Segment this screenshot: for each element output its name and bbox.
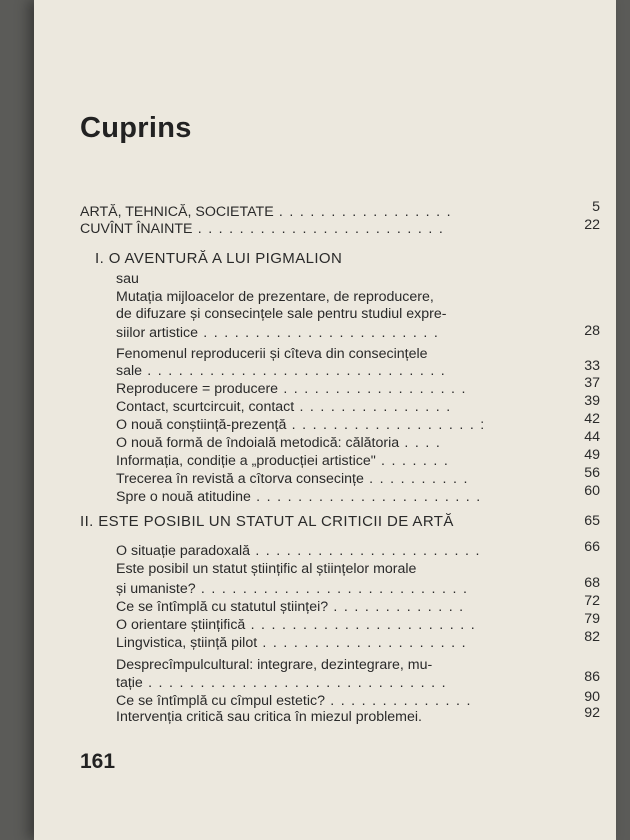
toc-page-number: 42 (584, 411, 600, 427)
toc-entry-title: ARTĂ, TEHNICĂ, SOCIETATE (80, 204, 274, 220)
toc-entry-title: O situație paradoxală (116, 543, 251, 559)
toc-entry (116, 270, 139, 288)
toc-entry-title: sale (116, 363, 143, 379)
toc-page-number: 39 (584, 393, 600, 409)
toc-entry-title: O nouă conștiință-prezență (116, 417, 287, 433)
toc-leader-dots: . . . . . . . . . . . . . . . . . . . . . . (250, 543, 481, 559)
toc-entry (116, 380, 467, 398)
toc-entry (116, 580, 468, 598)
toc-page-number: 86 (584, 669, 600, 685)
toc-entry-title: Desprecîmpulcultural: integrare, dezintegrare, mu- (116, 657, 433, 673)
toc-entry (116, 324, 439, 342)
toc-page-number: 22 (584, 217, 600, 233)
toc-leader-dots: . . . . . . . . . . . . . . . . . . . . . . . . . . . . . (142, 363, 447, 379)
toc-entry-title: I. O AVENTURĂ A LUI PIGMALION (95, 250, 343, 267)
toc-entry (80, 220, 444, 238)
toc-page-number: 90 (584, 689, 600, 705)
toc-entry (80, 203, 452, 221)
toc-entry (116, 452, 449, 470)
toc-leader-dots: . . . . . . . . . . . . . . (324, 693, 472, 709)
page-number: 161 (80, 750, 116, 773)
toc-leader-dots: . . . . (399, 435, 442, 451)
toc-entry (116, 470, 469, 488)
toc-entry (116, 288, 434, 306)
toc-leader-dots: . . . . . . . . . . (363, 471, 469, 487)
toc-entry-title: O nouă formă de îndoială metodică: călătoria (116, 435, 400, 451)
toc-leader-dots: . . . . . . . . . . . . . . . . . . . . . . . (198, 325, 440, 341)
toc-entry-title: Informația, condiție a „producției artistice" (116, 453, 376, 469)
toc-page-number: 5 (592, 199, 600, 215)
toc-leader-dots: . . . . . . . . . . . . . . . . . (273, 204, 452, 220)
toc-entry-title: Spre o nouă atitudine (116, 489, 251, 505)
toc-entry (116, 305, 446, 323)
toc-leader-dots: . . . . . . . . . . . . . . . . . . . . . . (250, 489, 482, 505)
toc-entry-title: Fenomenul reproducerii și cîteva din consecințele (116, 346, 428, 362)
toc-entry-title: sau (116, 271, 139, 287)
toc-entry-title: de difuzare și consecințele sale pentru studiul expre- (116, 306, 447, 322)
toc-entry (116, 656, 432, 674)
toc-page-number: 82 (584, 629, 600, 645)
toc-entry-title: Ce se întîmplă cu cîmpul estetic? (116, 693, 325, 709)
toc-entry-title: Este posibil un statut științific al științelor morale (116, 561, 417, 577)
toc-page-number: 28 (584, 323, 600, 339)
toc-page-number: 66 (584, 539, 600, 555)
toc-page-number: 49 (584, 447, 600, 463)
toc-entry (116, 398, 451, 416)
toc-leader-dots: . . . . . . . . . . . . . . . . . . . . . . . . . . (195, 581, 469, 597)
toc-entry (80, 513, 454, 531)
toc-entry (116, 560, 416, 578)
toc-leader-dots: . . . . . . . (375, 453, 450, 469)
toc-entry (116, 542, 481, 560)
toc-entry (116, 416, 486, 434)
toc-entry-title: Mutația mijloacelor de prezentare, de reproducere, (116, 289, 434, 305)
toc-entry-title: Reproducere = producere (116, 381, 279, 397)
toc-leader-dots: . . . . . . . . . . . . . . . . . . . . . . . . . . . . . (142, 675, 447, 691)
toc-entry (116, 674, 447, 692)
toc-page-number: 92 (584, 705, 600, 721)
toc-leader-dots: . . . . . . . . . . . . . (328, 599, 465, 615)
toc-leader-dots: . . . . . . . . . . . . . . . . . . . . . . . . (192, 221, 445, 237)
toc-entry (116, 598, 464, 616)
toc-entry (116, 488, 482, 506)
toc-leader-dots: . . . . . . . . . . . . . . . . . . . . . . (245, 617, 476, 633)
toc-page-number: 65 (584, 513, 600, 529)
toc-entry (95, 250, 342, 268)
toc-entry-title: Contact, scurtcircuit, contact (116, 399, 295, 415)
toc-entry-title: CUVÎNT ÎNAINTE (80, 221, 193, 237)
toc-entry-title: Intervenția critică sau critica în miezul problemei. (116, 709, 422, 725)
toc-page-number: 56 (584, 465, 600, 481)
toc-page-number: 37 (584, 375, 600, 391)
toc-leader-dots: . . . . . . . . . . . . . . . . . . (278, 381, 467, 397)
toc-leader-dots: . . . . . . . . . . . . . . . . . . : (286, 417, 486, 433)
toc-page-number: 44 (584, 429, 600, 445)
toc-page-number: 79 (584, 611, 600, 627)
toc-entry (116, 616, 476, 634)
toc-page-number: 68 (584, 575, 600, 591)
page-title: Cuprins (80, 112, 192, 144)
toc-entry (116, 362, 446, 380)
toc-page-number: 60 (584, 483, 600, 499)
toc-entry (116, 634, 467, 652)
toc-page-number: 33 (584, 358, 600, 374)
toc-entry-title: siilor artistice (116, 325, 198, 341)
toc-entry-title: Ce se întîmplă cu statutul științei? (116, 599, 329, 615)
toc-leader-dots: . . . . . . . . . . . . . . . (294, 399, 452, 415)
toc-entry-title: II. ESTE POSIBIL UN STATUT AL CRITICII DE ARTĂ (80, 513, 454, 530)
toc-entry (116, 345, 428, 363)
toc-entry-title: Lingvistica, știință pilot (116, 635, 258, 651)
toc-entry-title: tație (116, 675, 143, 691)
toc-page-number: 72 (584, 593, 600, 609)
toc-entry (116, 434, 441, 452)
toc-entry-title: O orientare științifică (116, 617, 246, 633)
toc-leader-dots: . . . . . . . . . . . . . . . . . . . . (257, 635, 467, 651)
toc-entry (116, 708, 422, 726)
toc-entry-title: și umaniste? (116, 581, 196, 597)
toc-entry-title: Trecerea în revistă a cîtorva consecințe (116, 471, 364, 487)
